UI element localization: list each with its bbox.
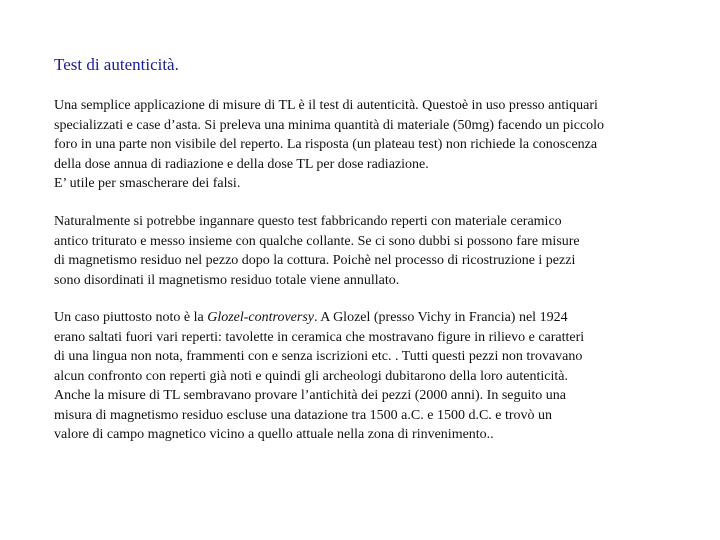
- text-line: di una lingua non nota, frammenti con e senza iscrizioni etc. . Tutti questi pezzi non trovavano: [54, 349, 583, 364]
- text-line: foro in una parte non visibile del reperto. La risposta (un plateau test) non richiede la conoscenza: [54, 137, 598, 152]
- text-line: alcun confronto con reperti già noti e quindi gli archeologi dubitarono della loro autenticità.: [54, 368, 568, 384]
- glozel-term: Glozel-controversy: [207, 310, 314, 325]
- text-line: antico triturato e messo insieme con qualche collante. Se ci sono dubbi si possono fare misure: [54, 233, 580, 249]
- paragraph-magnetism: [54, 212, 580, 290]
- text-line: valore di campo magnetico vicino a quello attuale nella zona di rinvenimento..: [54, 427, 494, 442]
- text-line: di magnetismo residuo nel pezzo dopo la cottura. Poichè nel processo di ricostruzione i pezzi: [54, 253, 576, 268]
- text-line: sono disordinati il magnetismo residuo totale viene annullato.: [54, 272, 400, 288]
- text-line: specializzati e case d’asta. Si preleva una minima quantità di materiale (50mg) facendo un piccolo: [54, 117, 605, 133]
- text-line: Naturalmente si potrebbe ingannare questo test fabbricando reperti con materiale ceramico: [54, 214, 562, 229]
- text-line: [54, 308, 584, 328]
- text-line: della dose annua di radiazione e della dose TL per dose radiazione.: [54, 156, 429, 172]
- paragraph-glozel: [54, 308, 584, 445]
- text-line: erano saltati fuori vari reperti: tavolette in ceramica che mostravano figure in rilievo e caratteri: [54, 329, 585, 345]
- text-line: E’ utile per smascherare dei falsi.: [54, 176, 241, 191]
- text-line: misura di magnetismo residuo escluse una datazione tra 1500 a.C. e 1500 d.C. e trovò un: [54, 407, 553, 423]
- text-segment: Un caso piuttosto noto è la: [54, 310, 208, 325]
- text-line: Una semplice applicazione di misure di TL è il test di autenticità. Questoè in uso presso antiquari: [54, 98, 598, 113]
- text-line: Anche la misure di TL sembravano provare l’antichità dei pezzi (2000 anni). In seguito una: [54, 388, 566, 403]
- paragraph-authenticity-test: [54, 96, 604, 194]
- text-segment: . A Glozel (presso Vichy in Francia) nel 1924: [314, 310, 568, 325]
- slide-title: Test di autenticità.: [54, 55, 179, 74]
